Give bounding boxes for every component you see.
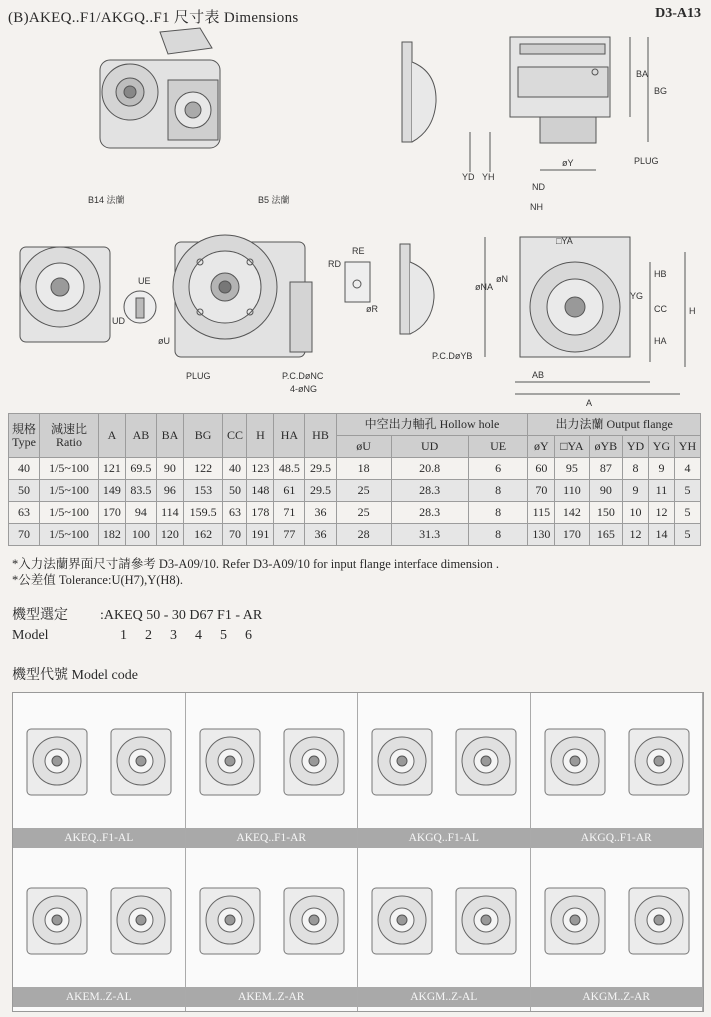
col-u: øU xyxy=(336,436,391,458)
col-ue: UE xyxy=(468,436,528,458)
table-cell: 122 xyxy=(183,458,223,480)
table-cell: 159.5 xyxy=(183,502,223,524)
table-cell: 142 xyxy=(555,502,589,524)
table-cell: 95 xyxy=(555,458,589,480)
table-cell: 5 xyxy=(674,480,700,502)
model-code-drawing xyxy=(358,858,529,987)
table-cell: 114 xyxy=(156,502,183,524)
col-ha: HA xyxy=(274,414,305,458)
table-cell: 4 xyxy=(674,458,700,480)
nh-label: NH xyxy=(530,202,543,212)
model-positions xyxy=(100,628,252,644)
model-code-drawing xyxy=(13,858,184,987)
model-code-grid xyxy=(12,692,704,1012)
model-code-caption: AKEQ..F1-AR xyxy=(186,828,358,848)
yh-label: YH xyxy=(482,172,495,182)
table-cell: 94 xyxy=(125,502,156,524)
top-flange-side-drawing xyxy=(402,42,436,142)
table-cell: 61 xyxy=(274,480,305,502)
model-position-number: 3 xyxy=(170,628,177,643)
table-cell: 28 xyxy=(336,524,391,546)
col-cc: CC xyxy=(223,414,247,458)
table-cell: 70 xyxy=(223,524,247,546)
cc-label: CC xyxy=(654,304,667,314)
model-code-cell xyxy=(358,852,531,1011)
notes xyxy=(12,556,499,588)
model-position-number: 5 xyxy=(220,628,227,643)
table-cell: 5 xyxy=(674,502,700,524)
note-tolerance: *公差值 Tolerance:U(H7),Y(H8). xyxy=(12,573,183,587)
ab-label: AB xyxy=(532,370,545,380)
table-cell: 60 xyxy=(528,458,555,480)
b5-label: B5 法蘭 xyxy=(258,195,290,205)
ou-label: øU xyxy=(158,336,170,346)
table-row xyxy=(9,502,701,524)
table-cell: 8 xyxy=(468,480,528,502)
model-code-caption: AKEQ..F1-AL xyxy=(13,828,185,848)
table-cell: 170 xyxy=(555,524,589,546)
b14-flange-drawing xyxy=(20,247,110,342)
col-ba: BA xyxy=(156,414,183,458)
b5-flange-drawing xyxy=(173,235,312,357)
table-row xyxy=(9,458,701,480)
table-cell: 123 xyxy=(247,458,274,480)
table-row xyxy=(9,480,701,502)
key-detail xyxy=(345,262,370,302)
table-cell: 12 xyxy=(648,502,674,524)
top-right-front-drawing xyxy=(470,37,648,172)
page-code: D3-A13 xyxy=(655,6,701,21)
col-bg: BG xyxy=(183,414,223,458)
b14-label: B14 法蘭 xyxy=(88,195,125,205)
table-cell: 18 xyxy=(336,458,391,480)
ng-label: 4-øNG xyxy=(290,384,317,394)
table-cell: 20.8 xyxy=(391,458,468,480)
table-cell: 162 xyxy=(183,524,223,546)
table-cell: 148 xyxy=(247,480,274,502)
note-input-flange: *入力法蘭界面尺寸請參考 D3-A09/10. Refer D3-A09/10 for input flange interface dimension . xyxy=(12,557,500,571)
table-cell: 165 xyxy=(589,524,622,546)
table-cell: 110 xyxy=(555,480,589,502)
table-cell: 11 xyxy=(648,480,674,502)
plug-top-label: PLUG xyxy=(634,156,659,166)
table-cell: 6 xyxy=(468,458,528,480)
yg-label: YG xyxy=(630,291,644,301)
table-cell: 28.3 xyxy=(391,502,468,524)
model-selection-code: :AKEQ 50 - 30 D67 F1 - AR xyxy=(100,608,263,623)
model-position-number: 1 xyxy=(120,628,127,643)
table-cell: 8 xyxy=(623,458,649,480)
table-cell: 36 xyxy=(305,502,336,524)
ona-label: øNA xyxy=(475,282,493,292)
col-hb: HB xyxy=(305,414,336,458)
table-cell: 9 xyxy=(648,458,674,480)
table-cell: 1/5~100 xyxy=(40,502,99,524)
model-position-number: 2 xyxy=(145,628,152,643)
col-y: øY xyxy=(528,436,555,458)
model-code-caption: AKGM..Z-AL xyxy=(358,987,530,1007)
plug-label: PLUG xyxy=(186,371,211,381)
table-cell: 178 xyxy=(247,502,274,524)
page-title: (B)AKEQ..F1/AKGQ..F1 尺寸表 Dimensions xyxy=(8,10,299,26)
model-position-number: 4 xyxy=(195,628,202,643)
output-flange-front-drawing xyxy=(485,237,685,394)
bg-label: BG xyxy=(654,86,668,96)
model-code-caption: AKEM..Z-AR xyxy=(186,987,358,1007)
col-type: 規格 Type xyxy=(9,414,40,458)
ya-label: □YA xyxy=(556,236,573,246)
col-group-hollow: 中空出力軸孔 Hollow hole xyxy=(336,414,528,436)
hb-label: HB xyxy=(654,269,667,279)
table-cell: 10 xyxy=(623,502,649,524)
table-cell: 12 xyxy=(623,524,649,546)
table-cell: 121 xyxy=(99,458,126,480)
table-cell: 90 xyxy=(156,458,183,480)
col-a: A xyxy=(99,414,126,458)
model-code-caption: AKGQ..F1-AR xyxy=(531,828,703,848)
table-cell: 149 xyxy=(99,480,126,502)
pcd-nc-label: P.C.DøNC xyxy=(282,371,324,381)
table-cell: 153 xyxy=(183,480,223,502)
table-cell: 191 xyxy=(247,524,274,546)
ue-label: UE xyxy=(138,276,151,286)
table-cell: 182 xyxy=(99,524,126,546)
model-code-cell xyxy=(358,693,531,852)
table-cell: 63 xyxy=(223,502,247,524)
table-cell: 96 xyxy=(156,480,183,502)
table-cell: 100 xyxy=(125,524,156,546)
model-selection xyxy=(12,604,262,652)
table-cell: 25 xyxy=(336,480,391,502)
model-code-drawing xyxy=(186,699,357,828)
table-cell: 71 xyxy=(274,502,305,524)
table-cell: 69.5 xyxy=(125,458,156,480)
isometric-gearbox-drawing xyxy=(100,28,220,148)
col-yg: YG xyxy=(648,436,674,458)
model-code-drawing xyxy=(531,699,702,828)
lower-flange-side-drawing xyxy=(400,244,434,334)
nd-label: ND xyxy=(532,182,545,192)
model-selection-label: 機型選定 xyxy=(12,608,68,623)
table-cell: 29.5 xyxy=(305,480,336,502)
table-cell: 87 xyxy=(589,458,622,480)
table-cell: 115 xyxy=(528,502,555,524)
table-cell: 50 xyxy=(9,480,40,502)
technical-drawings xyxy=(0,22,711,410)
table-cell: 5 xyxy=(674,524,700,546)
a-label: A xyxy=(586,398,593,408)
model-code-caption: AKGQ..F1-AL xyxy=(358,828,530,848)
table-cell: 40 xyxy=(9,458,40,480)
model-code-drawing xyxy=(13,699,184,828)
table-cell: 1/5~100 xyxy=(40,524,99,546)
table-row xyxy=(9,524,701,546)
model-code-cell xyxy=(186,852,359,1011)
ba-label: BA xyxy=(636,69,649,79)
table-cell: 14 xyxy=(648,524,674,546)
table-cell: 170 xyxy=(99,502,126,524)
model-label: Model xyxy=(12,628,49,643)
col-ya: □YA xyxy=(555,436,589,458)
table-cell: 29.5 xyxy=(305,458,336,480)
table-cell: 40 xyxy=(223,458,247,480)
table-cell: 120 xyxy=(156,524,183,546)
model-position-number: 6 xyxy=(245,628,252,643)
table-cell: 77 xyxy=(274,524,305,546)
table-cell: 130 xyxy=(528,524,555,546)
re-label: RE xyxy=(352,246,365,256)
table-cell: 63 xyxy=(9,502,40,524)
dimensions-table xyxy=(8,413,701,546)
ud-label: UD xyxy=(112,316,125,326)
table-cell: 48.5 xyxy=(274,458,305,480)
model-code-title: 機型代號 Model code xyxy=(12,668,138,683)
col-ud: UD xyxy=(391,436,468,458)
or-label: øR xyxy=(366,304,378,314)
col-group-flange: 出力法蘭 Output flange xyxy=(528,414,701,436)
table-cell: 150 xyxy=(589,502,622,524)
dimensions-table-body xyxy=(9,458,701,546)
model-code-caption: AKGM..Z-AR xyxy=(531,987,703,1007)
col-yh: YH xyxy=(674,436,700,458)
pcd-yb-label: P.C.DøYB xyxy=(432,351,473,361)
table-cell: 36 xyxy=(305,524,336,546)
model-code-cell xyxy=(13,693,186,852)
col-yb: øYB xyxy=(589,436,622,458)
model-code-cell xyxy=(13,852,186,1011)
model-code-drawing xyxy=(358,699,529,828)
model-code-cell xyxy=(531,852,704,1011)
hollow-shaft-detail xyxy=(124,291,156,323)
model-code-cell xyxy=(531,693,704,852)
table-cell: 28.3 xyxy=(391,480,468,502)
ha-label: HA xyxy=(654,336,667,346)
rd-label: RD xyxy=(328,259,341,269)
table-cell: 70 xyxy=(528,480,555,502)
model-code-drawing xyxy=(186,858,357,987)
table-cell: 1/5~100 xyxy=(40,458,99,480)
col-ratio: 減速比 Ratio xyxy=(40,414,99,458)
table-cell: 31.3 xyxy=(391,524,468,546)
table-cell: 8 xyxy=(468,502,528,524)
h-label: H xyxy=(689,306,696,316)
table-cell: 70 xyxy=(9,524,40,546)
on-label: øN xyxy=(496,274,508,284)
table-cell: 90 xyxy=(589,480,622,502)
oy-label: øY xyxy=(562,158,574,168)
yd-label: YD xyxy=(462,172,475,182)
model-code-cell xyxy=(186,693,359,852)
table-cell: 1/5~100 xyxy=(40,480,99,502)
col-h: H xyxy=(247,414,274,458)
model-code-caption: AKEM..Z-AL xyxy=(13,987,185,1007)
table-cell: 25 xyxy=(336,502,391,524)
model-code-drawing xyxy=(531,858,702,987)
col-ab: AB xyxy=(125,414,156,458)
table-cell: 83.5 xyxy=(125,480,156,502)
table-cell: 8 xyxy=(468,524,528,546)
table-cell: 9 xyxy=(623,480,649,502)
col-yd: YD xyxy=(623,436,649,458)
table-cell: 50 xyxy=(223,480,247,502)
